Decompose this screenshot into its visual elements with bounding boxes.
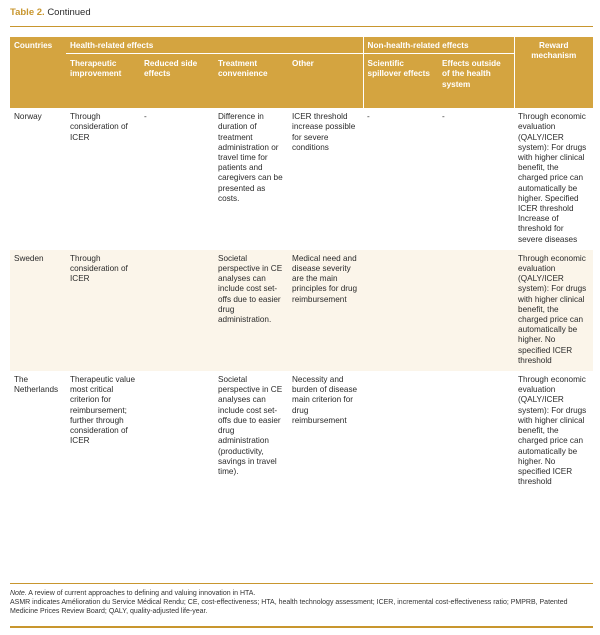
cell-outside (438, 250, 514, 371)
table-note (10, 589, 595, 616)
cell-other: ICER threshold increase possible for severe conditions (288, 108, 363, 250)
header-health-group: Health-related effects (66, 37, 363, 54)
header-nonhealth-group: Non-health-related effects (363, 37, 514, 54)
table-caption (10, 7, 91, 18)
cell-outside: - (438, 108, 514, 250)
cell-therapeutic: Through consideration of ICER (66, 250, 140, 371)
cell-spillover (363, 250, 438, 371)
header-countries: Countries (10, 37, 66, 108)
cell-convenience: Societal perspective in CE analyses can include cost set-offs due to easier drug administration (productivity, savings in travel time). (214, 371, 288, 492)
note-text: A review of current approaches to defining and valuing innovation in HTA. (28, 590, 256, 597)
table-row (10, 108, 593, 250)
cell-other: Necessity and burden of disease main criterion for drug reimbursement (288, 371, 363, 492)
header-convenience: Treatment convenience (214, 54, 288, 109)
note-label: Note. (10, 590, 27, 597)
cell-country: Sweden (10, 250, 66, 371)
cell-country: The Netherlands (10, 371, 66, 492)
cell-outside (438, 371, 514, 492)
cell-spillover: - (363, 108, 438, 250)
table-row (10, 250, 593, 371)
cell-therapeutic: Therapeutic value most critical criterion for reimbursement; further through consideration of ICER (66, 371, 140, 492)
table-label: Table 2. (10, 7, 45, 18)
cell-side-effects (140, 371, 214, 492)
cell-spillover (363, 371, 438, 492)
note-line (10, 589, 595, 598)
header-therapeutic: Therapeutic improvement (66, 54, 140, 109)
table-row (10, 371, 593, 492)
header-side-effects: Reduced side effects (140, 54, 214, 109)
cell-convenience: Difference in duration of treatment administration or travel time for patients and caregivers can be presented as costs. (214, 108, 288, 250)
cell-reward: Through economic evaluation (QALY/ICER system): For drugs with higher clinical benefit, the charged price can automatically be higher. No specified ICER threshold (514, 371, 593, 492)
top-rule (10, 26, 593, 27)
header-outside: Effects outside of the health system (438, 54, 514, 109)
end-rule (10, 626, 593, 628)
cell-therapeutic: Through consideration of ICER (66, 108, 140, 250)
innovation-table (10, 37, 593, 492)
cell-side-effects (140, 250, 214, 371)
header-spillover: Scientific spillover effects (363, 54, 438, 109)
cell-reward: Through economic evaluation (QALY/ICER system): For drugs with higher clinical benefit, the charged price can automatically be higher. No specified ICER threshold (514, 250, 593, 371)
bottom-rule (10, 583, 593, 584)
header-reward: Reward mechanism (514, 37, 593, 108)
cell-convenience: Societal perspective in CE analyses can include cost set-offs due to easier drug administration. (214, 250, 288, 371)
cell-country: Norway (10, 108, 66, 250)
header-other: Other (288, 54, 363, 109)
cell-reward: Through economic evaluation (QALY/ICER system): For drugs with higher clinical benefit, the charged price can automatically be higher. Specified ICER threshold Increase of threshold for severe diseases (514, 108, 593, 250)
cell-other: Medical need and disease severity are the main principles for drug reimbursement (288, 250, 363, 371)
note-abbreviations: ASMR indicates Amélioration du Service Médical Rendu; CE, cost-effectiveness; HTA, health technology assessment; ICER, incremental cost-effectiveness ratio; PMPRB, Patented Medicine Prices Review Board; QALY, quality-adjusted life-year. (10, 599, 568, 615)
cell-side-effects: - (140, 108, 214, 250)
table-caption-text: Continued (47, 7, 91, 18)
